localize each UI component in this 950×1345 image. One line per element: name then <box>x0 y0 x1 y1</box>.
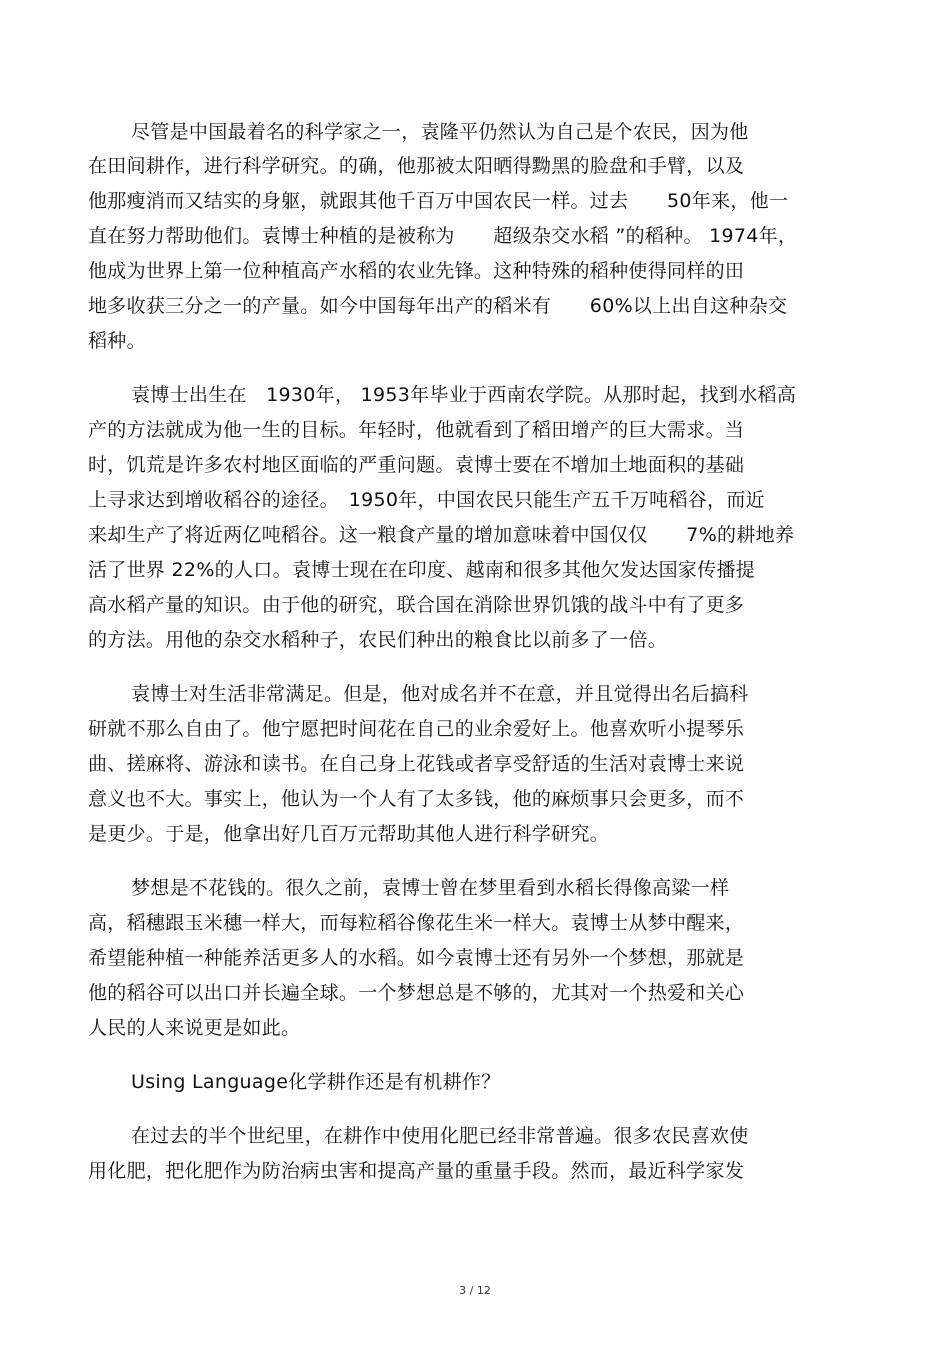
paragraph-2-line-5: 来却生产了将近两亿吨稻谷。这一粮食产量的增加意味着中国仅仅 7%的耕地养 <box>88 524 795 546</box>
paragraph-1-line-1: 尽管是中国最着名的科学家之一，袁隆平仍然认为自己是个农民，因为他 <box>131 121 749 143</box>
paragraph-2-line-3: 时，饥荒是许多农村地区面临的严重问题。袁博士要在不增加土地面积的基础 <box>88 454 745 476</box>
paragraph-1-line-5: 他成为世界上第一位种植高产水稻的农业先锋。这种特殊的稻种使得同样的田 <box>88 260 745 282</box>
paragraph-1-line-3: 他那瘦消而又结实的身躯，就跟其他千百万中国农民一样。过去 50年来，他一 <box>88 190 789 212</box>
paragraph-3-line-2: 研就不那么自由了。他宁愿把时间花在自己的业余爱好上。他喜欢听小提琴乐 <box>88 718 745 740</box>
paragraph-2-line-1: 袁博士出生在 1930年， 1953年毕业于西南农学院。从那时起，找到水稻高 <box>131 384 797 406</box>
paragraph-4-line-2: 高，稻穗跟玉米穗一样大，而每粒稻谷像花生米一样大。袁博士从梦中醒来， <box>88 912 745 934</box>
paragraph-6-line-2: 用化肥，把化肥作为防治病虫害和提高产量的重量手段。然而，最近科学家发 <box>88 1160 745 1182</box>
section-heading: Using Language化学耕作还是有机耕作？ <box>131 1071 501 1093</box>
paragraph-1-line-4: 直在努力帮助他们。袁博士种植的是被称为 超级杂交水稻 ”的稻种。 1974年， <box>88 225 798 247</box>
paragraph-3-line-3: 曲、搓麻将、游泳和读书。在自己身上花钱或者享受舒适的生活对袁博士来说 <box>88 753 745 775</box>
paragraph-4-line-3: 希望能种植一种能养活更多人的水稻。如今袁博士还有另外一个梦想，那就是 <box>88 947 745 969</box>
paragraph-3-line-4: 意义也不大。事实上，他认为一个人有了太多钱，他的麻烦事只会更多，而不 <box>88 788 745 810</box>
paragraph-2-line-8: 的方法。用他的杂交水稻种子，农民们种出的粮食比以前多了一倍。 <box>88 629 668 651</box>
paragraph-4-line-5: 人民的人来说更是如此。 <box>88 1017 301 1039</box>
paragraph-1-line-2: 在田间耕作，进行科学研究。的确，他那被太阳晒得黝黑的脸盘和手臂，以及 <box>88 155 745 177</box>
paragraph-4-line-4: 他的稻谷可以出口并长遍全球。一个梦想总是不够的，尤其对一个热爱和关心 <box>88 982 745 1004</box>
paragraph-1-line-6: 地多收获三分之一的产量。如今中国每年出产的稻米有 60%以上出自这种杂交 <box>88 295 788 317</box>
paragraph-6-line-1: 在过去的半个世纪里，在耕作中使用化肥已经非常普遍。很多农民喜欢使 <box>131 1125 749 1147</box>
paragraph-2-line-4: 上寻求达到增收稻谷的途径。 1950年，中国农民只能生产五千万吨稻谷，而近 <box>88 489 765 511</box>
paragraph-3-line-5: 是更少。于是，他拿出好几百万元帮助其他人进行科学研究。 <box>88 823 610 845</box>
page-number: 3 / 12 <box>459 1284 491 1297</box>
paragraph-2-line-6: 活了世界 22%的人口。袁博士现在在印度、越南和很多其他欠发达国家传播提 <box>88 559 756 581</box>
paragraph-2-line-2: 产的方法就成为他一生的目标。年轻时，他就看到了稻田增产的巨大需求。当 <box>88 419 745 441</box>
paragraph-1-line-7: 稻种。 <box>88 330 146 352</box>
paragraph-4-line-1: 梦想是不花钱的。很久之前，袁博士曾在梦里看到水稻长得像高粱一样 <box>131 877 730 899</box>
paragraph-2-line-7: 高水稻产量的知识。由于他的研究，联合国在消除世界饥饿的战斗中有了更多 <box>88 594 745 616</box>
paragraph-3-line-1: 袁博士对生活非常满足。但是，他对成名并不在意，并且觉得出名后搞科 <box>131 683 749 705</box>
